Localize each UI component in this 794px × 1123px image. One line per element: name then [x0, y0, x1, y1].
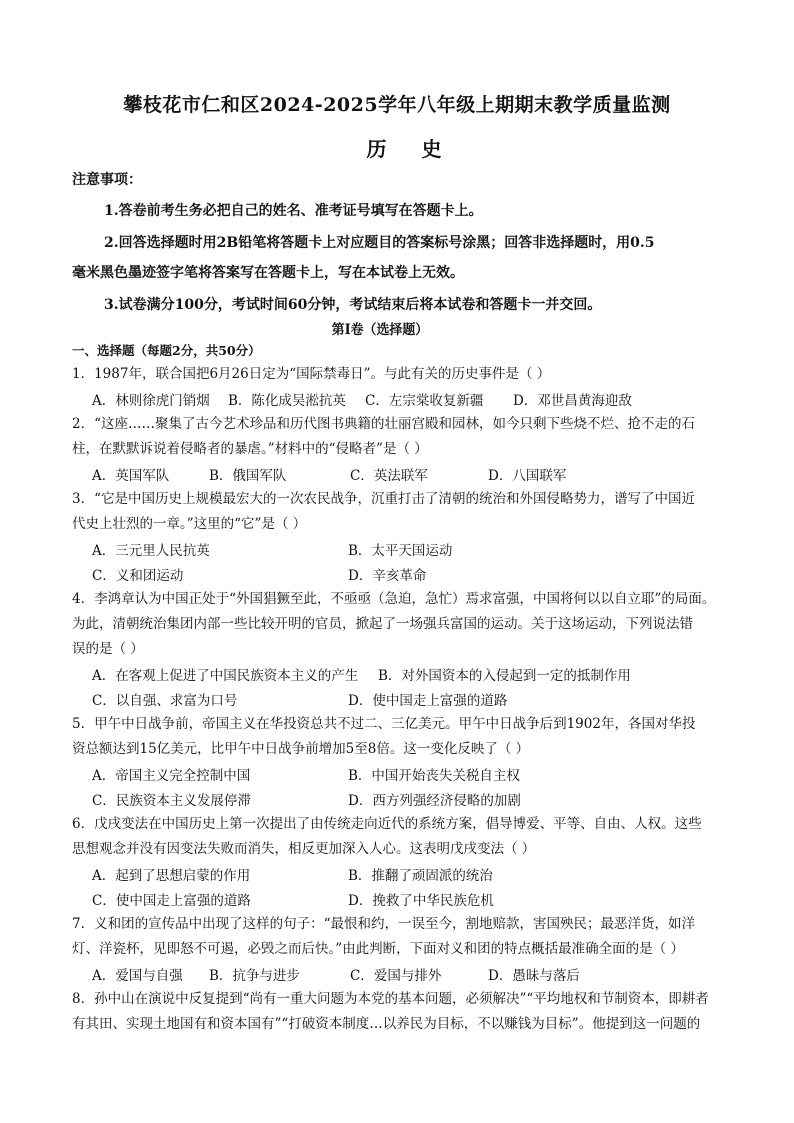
question-8-stem-line-2: 有其田、实现土地国有和资本国有”“打破资本制度…以养民为目标，不以赚钱为目标”。他提到这一问题的 [72, 1016, 701, 1032]
notice-item-1: 1.答卷前考生务必把自己的姓名、准考证号填写在答题卡上。 [104, 203, 483, 219]
question-3-stem-line-1: 3．“它是中国历史上规模最宏大的一次农民战争，沉重打击了清朝的统治和外国侵略势力，谱写了中国近 [72, 491, 695, 507]
question-3-option-c: C．义和团运动 [92, 568, 184, 584]
question-2-option-a: A．英国军队 [92, 468, 170, 484]
question-5-option-a: A．帝国主义完全控制中国 [92, 768, 251, 784]
question-5-option-b: B．中国开始丧失关税自主权 [348, 768, 520, 784]
exam-title: 攀枝花市仁和区2024-2025学年八年级上期期末教学质量监测 [123, 94, 671, 116]
question-2-option-b: B．俄国军队 [209, 468, 287, 484]
question-5-option-c: C．民族资本主义发展停滞 [92, 793, 251, 809]
question-5-stem-line-2: 资总额达到15亿美元，比甲午中日战争前增加5至8倍。这一变化反映了（ ） [72, 741, 530, 757]
subject-title: 历 史 [366, 137, 456, 161]
question-1-option-d: D．邓世昌黄海迎敌 [513, 393, 632, 409]
notice-item-2-cont: 毫米黑色墨迹签字笔将答案写在答题卡上，写在本试卷上无效。 [72, 265, 464, 281]
question-7-option-c: C．爱国与排外 [350, 968, 442, 984]
question-7-option-d: D．愚昧与落后 [488, 968, 580, 984]
notice-item-2: 2.回答选择题时用2B铅笔将答题卡上对应题目的答案标号涂黑；回答非选择题时，用0.5 [104, 235, 655, 251]
question-2-stem-line-2: 柱，在默默诉说着侵略者的暴虐。”材料中的“侵略者”是（ ） [72, 441, 428, 457]
question-4-stem-line-1: 4．李鸿章认为中国正处于“外国猖獗至此，不亟亟（急迫，急忙）焉求富强，中国将何以以自立耶”的局面。 [72, 591, 716, 607]
question-4-option-c: C．以自强、求富为口号 [92, 693, 238, 709]
question-3-option-a: A．三元里人民抗英 [92, 543, 210, 559]
question-6-stem-line-1: 6．戊戌变法在中国历史上第一次提出了由传统走向近代的系统方案，倡导博爱、平等、自由、人权。这些 [72, 816, 702, 832]
question-1-stem: 1．1987年，联合国把6月26日定为“国际禁毒日”。与此有关的历史事件是（ ） [72, 366, 551, 382]
question-1-option-a: A．林则徐虎门销烟 [92, 393, 210, 409]
question-1-option-c: C．左宗棠收复新疆 [365, 393, 484, 409]
question-5-stem-line-1: 5．甲午中日战争前，帝国主义在华投资总共不过二、三亿美元。甲午中日战争后到1902年，各国对华投 [72, 716, 696, 732]
question-4-stem-line-2: 为此，清朝统治集团内部一些比较开明的官员，掀起了一场强兵富国的运动。关于这场运动，下列说法错 [72, 616, 693, 632]
question-5-option-d: D．西方列强经济侵略的加剧 [348, 793, 521, 809]
question-6-stem-line-2: 思想观念并没有因变法失败而消失，相反更加深入人心。这表明戊戌变法（ ） [72, 841, 536, 857]
part-heading: 一、选择题（每题2分，共50分） [72, 343, 261, 358]
question-6-option-b: B．推翻了顽固派的统治 [348, 868, 493, 884]
question-3-option-d: D．辛亥革命 [348, 568, 427, 584]
question-2-stem-line-1: 2．“这座……聚集了古今艺术珍品和历代图书典籍的壮丽宫殿和园林，如今只剩下些烧不烂、抢不走的石 [72, 416, 695, 432]
question-4-option-a: A．在客观上促进了中国民族资本主义的产生 [92, 668, 359, 684]
notice-item-3: 3.试卷满分100分，考试时间60分钟，考试结束后将本试卷和答题卡一并交回。 [104, 297, 602, 313]
question-1-option-b: B．陈化成吴淞抗英 [228, 393, 346, 409]
question-2-option-d: D．八国联军 [488, 468, 567, 484]
question-7-option-a: A．爱国与自强 [92, 968, 183, 984]
question-4-stem-line-3: 误的是（ ） [72, 641, 144, 657]
question-7-stem-line-1: 7．义和团的宣传品中出现了这样的句子：“最恨和约，一误至今，割地赔款，害国殃民；最恶洋货，如洋 [72, 916, 695, 932]
question-7-option-b: B．抗争与进步 [209, 968, 300, 984]
question-6-option-a: A．起到了思想启蒙的作用 [92, 868, 251, 884]
question-4-option-b: B．对外国资本的入侵起到一定的抵制作用 [378, 668, 631, 684]
question-6-option-d: D．挽救了中华民族危机 [348, 893, 494, 909]
volume-heading: 第Ⅰ卷（选择题） [331, 322, 429, 338]
question-7-stem-line-2: 灯、洋瓷杯，见即怒不可遏，必毁之而后快。”由此判断，下面对义和团的特点概括最准确全面的是（ ） [72, 941, 684, 957]
question-4-option-d: D．使中国走上富强的道路 [348, 693, 508, 709]
notice-heading: 注意事项： [72, 172, 142, 188]
question-8-stem-line-1: 8．孙中山在演说中反复提到“尚有一重大问题为本党的基本问题，必须解决”“平均地权和节制资本，即耕者 [72, 991, 709, 1007]
question-3-stem-line-2: 代史上壮烈的一章。”这里的“它”是（ ） [72, 516, 307, 532]
question-2-option-c: C．英法联军 [350, 468, 428, 484]
question-3-option-b: B．太平天国运动 [348, 543, 453, 559]
question-6-option-c: C．使中国走上富强的道路 [92, 893, 251, 909]
